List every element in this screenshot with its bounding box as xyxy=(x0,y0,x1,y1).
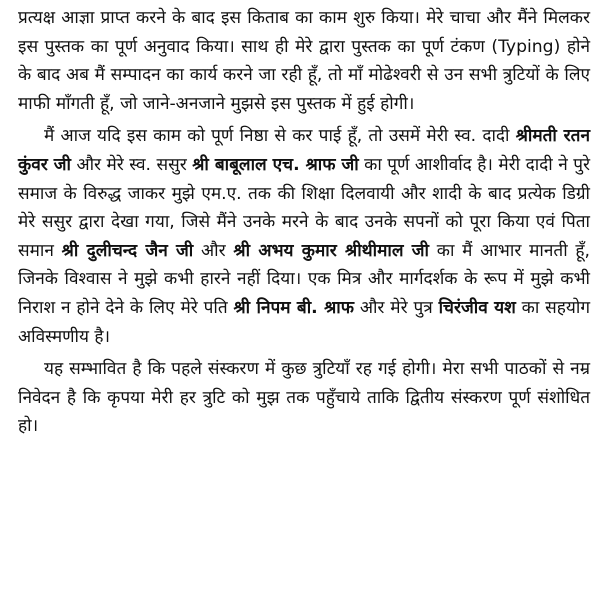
bold-name-grandmother: श्रीमती रतन कुंवर जी xyxy=(18,126,590,175)
paragraph-text: का मैं आभार मानती हूँ, जिनके विश्वास ने मुझे कभी हारने नहीं दिया। एक मित्र और मार्गदर्शक के रूप में मुझे कभी निराश न होने देने के लिए मेरे पति xyxy=(18,240,591,318)
bold-name-father-in-law: श्री बाबूलाल एच. श्राफ जी xyxy=(192,154,359,175)
paragraph-3 xyxy=(18,355,590,441)
paragraph-text: यह सम्भावित है कि पहले संस्करण में कुछ त्रुटियाँ रह गई होगी। मेरा सभी पाठकों से नम्र निवेदन है कि कृपया मेरी हर त्रुटि को मुझ तक पहुँचाये ताकि द्वितीय संस्करण पूर्ण संशोधित हो। xyxy=(18,359,590,437)
bold-name-abhay-kumar: श्री अभय कुमार श्रीथीमाल जी xyxy=(233,240,429,261)
paragraph-text: और मेरे स्व. ससुर xyxy=(70,154,193,175)
paragraph-text: का पूर्ण आशीर्वाद है। मेरी दादी ने पुरे समाज के विरुद्ध जाकर मुझे एम.ए. तक की शिक्षा दिलवायी और शादी के बाद प्रत्येक डिग्री मेरे ससुर द्वारा देखा गया, जिसे मैंने उनके मरने के बाद उनके सपनों को पूरा किया एवं पिता समान xyxy=(18,154,591,261)
bold-name-son: चिरंजीव यश xyxy=(438,297,516,318)
paragraph-text: का सहयोग अविस्मणीय है। xyxy=(18,297,591,347)
bold-name-dulichand-jain: श्री दुलीचन्द जैन जी xyxy=(61,240,194,261)
paragraph-text: और मेरे पुत्र xyxy=(353,297,439,318)
bold-name-husband: श्री निपम बी. श्राफ xyxy=(233,297,354,318)
paragraph-2 xyxy=(18,122,590,351)
paragraph-text: और xyxy=(193,240,234,261)
paragraph-text: प्रत्यक्ष आज्ञा प्राप्त करने के बाद इस किताब का काम शुरु किया। मेरे चाचा और मैंने मिलकर इस पुस्तक का पूर्ण अनुवाद किया। साथ ही मेरे द्वारा पुस्तक का पूर्ण टंकण (Typing) होने के बाद अब मैं सम्पादन का कार्य करने जा रही हूँ, तो माँ मोढेश्वरी से उन सभी त्रुटियों के लिए माफी माँगती हूँ, जो जाने-अनजाने मुझसे इस पुस्तक में हुई होगी। xyxy=(18,8,590,114)
paragraph-text: मैं आज यदि इस काम को पूर्ण निष्ठा से कर पाई हूँ, तो उसमें मेरी स्व. दादी xyxy=(44,126,516,147)
paragraph-1 xyxy=(18,4,590,118)
